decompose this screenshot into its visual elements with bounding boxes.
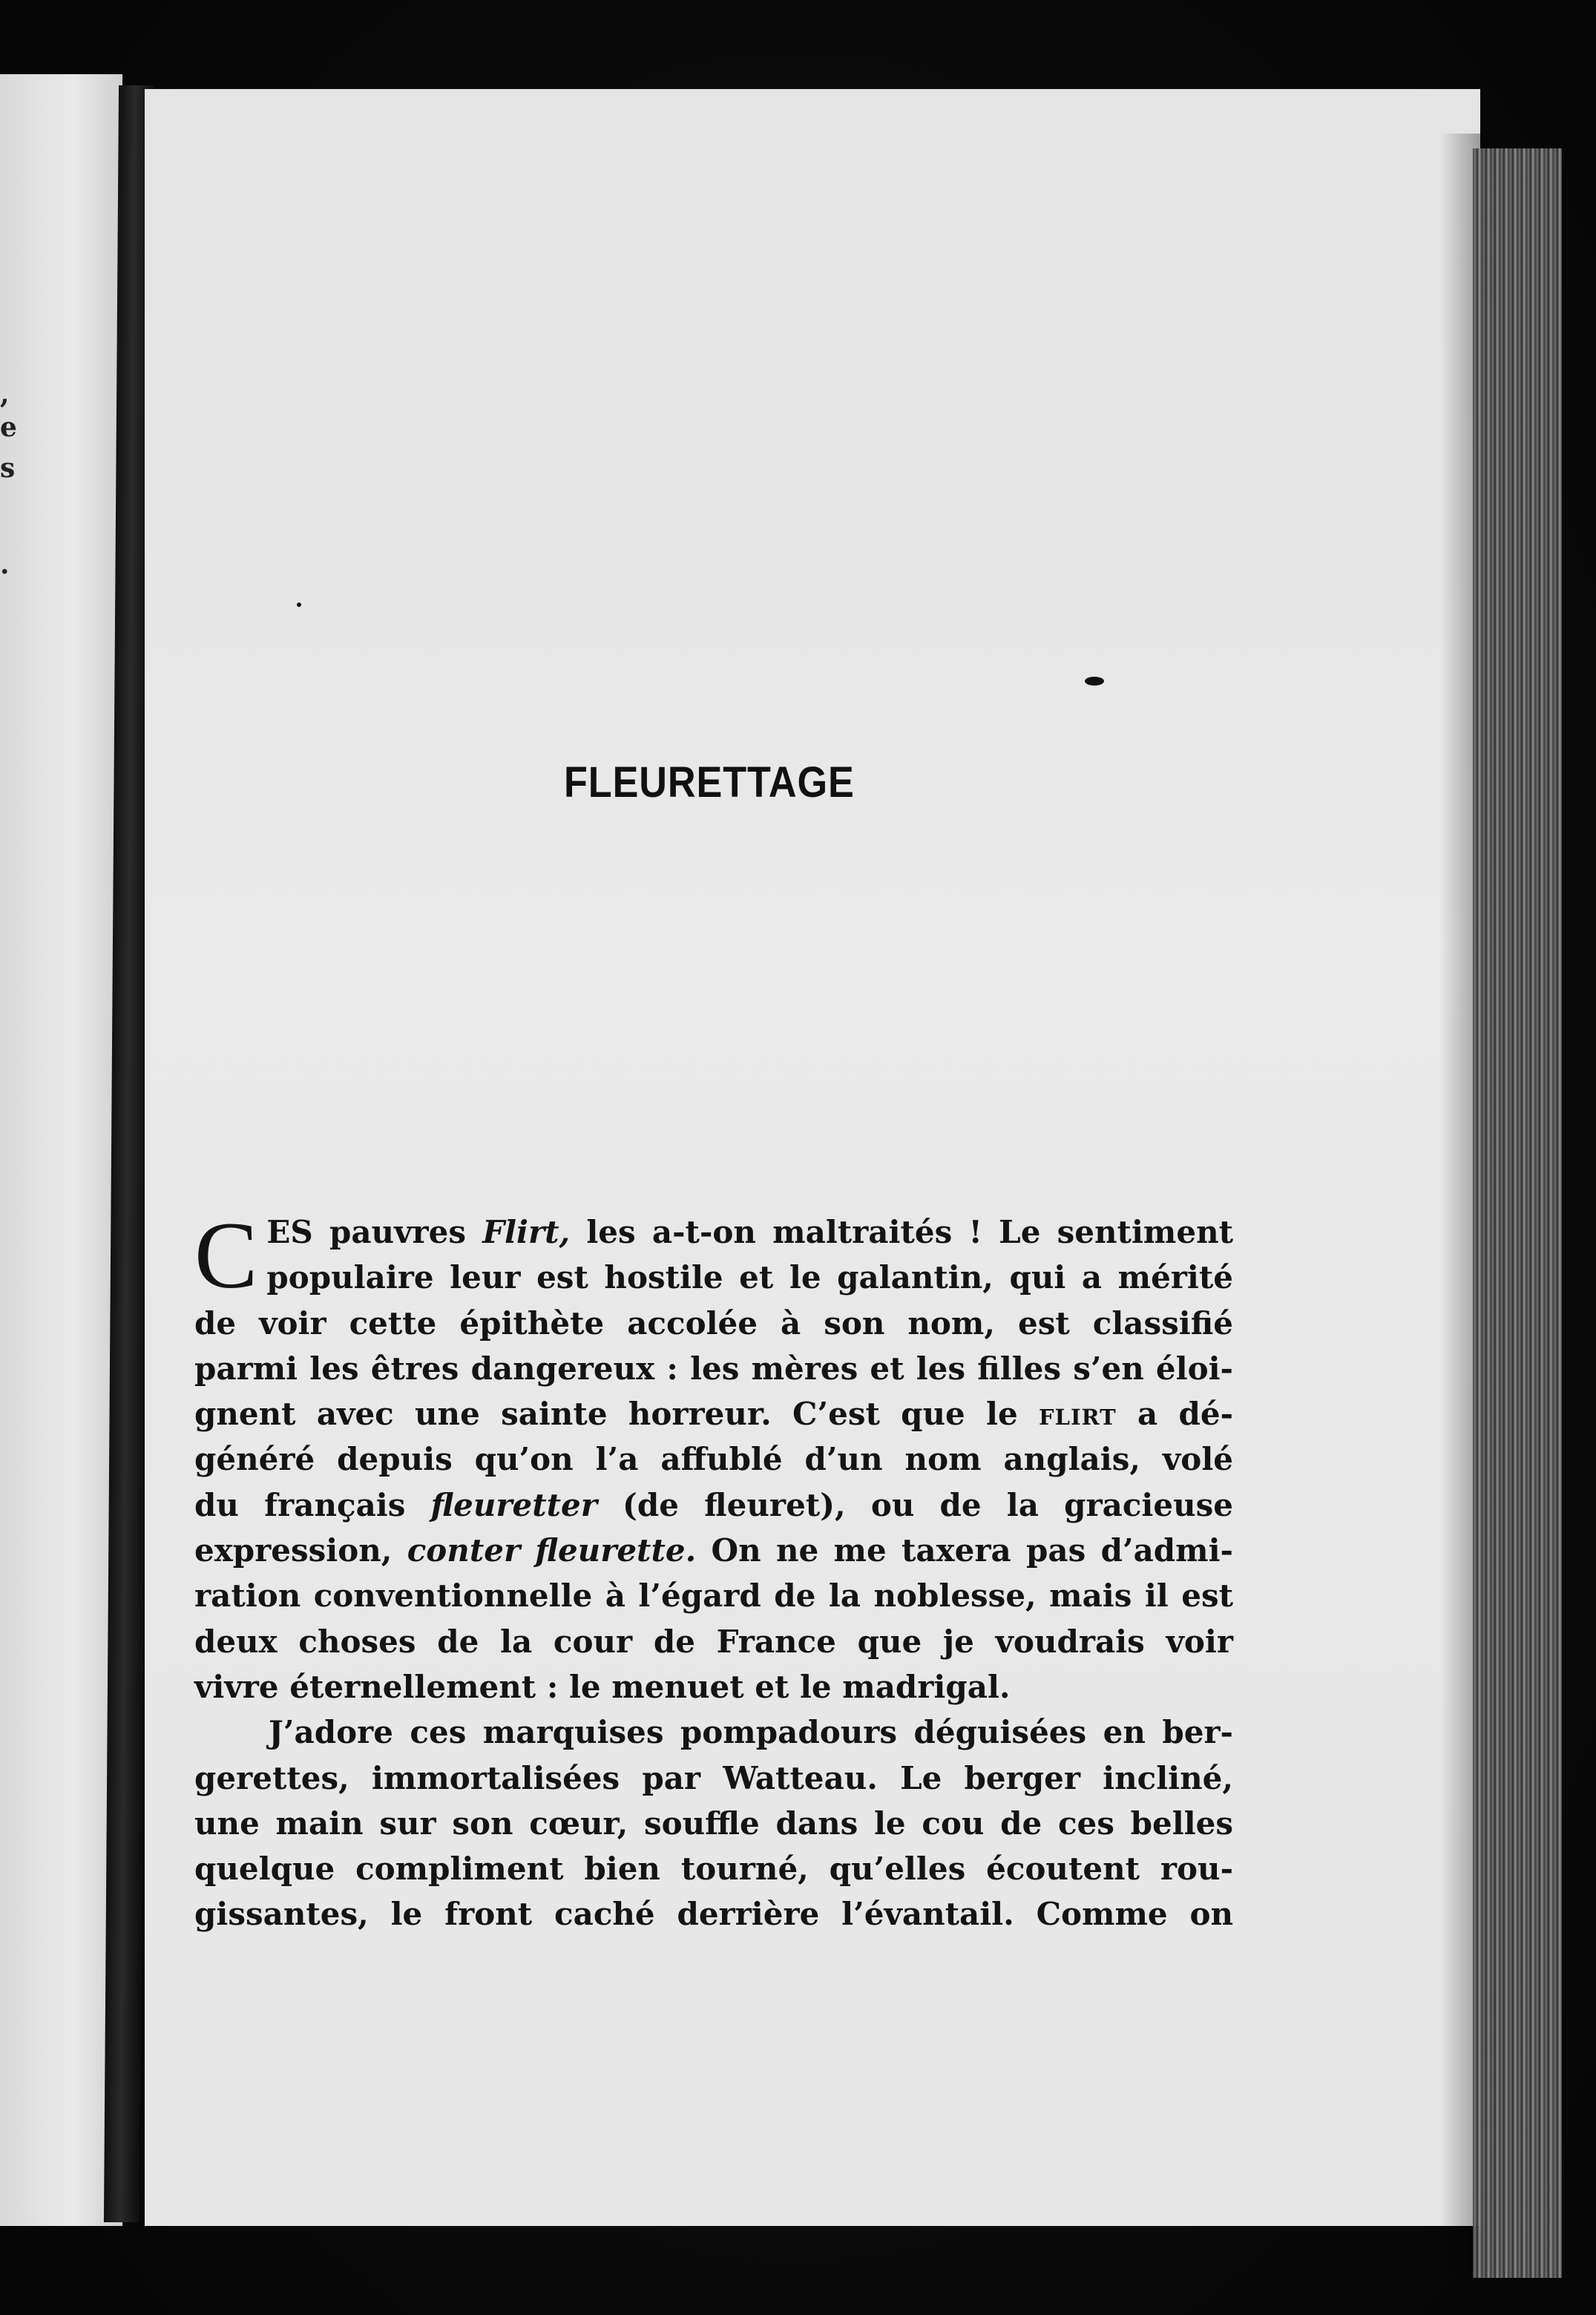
ink-speck (297, 602, 301, 607)
italic-term: fleuretter (430, 1486, 597, 1523)
text-line: gissantes, le front caché derrière l’évantail. Comme on (194, 1896, 1233, 1933)
text-line: vivre éternellement : le menuet et le madrigal. (194, 1668, 1011, 1705)
text-line: de voir cette épithète accolée à son nom, est classifié (194, 1304, 1233, 1342)
adjacent-page-fragment: . (0, 549, 10, 580)
text-line: généré depuis qu’on l’a affublé d’un nom anglais, volé (194, 1441, 1233, 1478)
text-line: quelque compliment bien tourné, qu’elles écoutent rou- (194, 1851, 1233, 1888)
text-line: ES pauvres Flirt, les a-t-on maltraités ! Le sentiment (266, 1214, 1234, 1250)
paragraph-1-lines (194, 1203, 1234, 1710)
chapter-title: FLEURETTAGE (564, 758, 855, 807)
adjacent-page-fragment: s (0, 453, 16, 484)
adjacent-page-fragment: , (0, 378, 10, 410)
text-line: du français fleuretter (de fleuret), ou de la gracieuse (194, 1486, 1233, 1523)
drop-cap: C (194, 1203, 258, 1308)
ink-speck (1085, 677, 1104, 686)
text-line: une main sur son cœur, souffle dans le cou de ces belles (194, 1805, 1233, 1842)
paragraph-1 (194, 1203, 1234, 1710)
smallcaps-term: flirt (1039, 1396, 1117, 1433)
book-fore-edge (1473, 148, 1562, 2278)
text-line: populaire leur est hostile et le galantin, qui a mérité (266, 1259, 1233, 1296)
text-line: parmi les êtres dangereux : les mères et les filles s’en éloi- (194, 1350, 1233, 1387)
text-line: expression, conter fleurette. On ne me taxera pas d’admi- (194, 1532, 1233, 1569)
body-text (194, 1203, 1234, 1937)
italic-term: Flirt, (482, 1214, 571, 1250)
text-line: J’adore ces marquises pompadours déguisées en ber- (269, 1714, 1233, 1751)
text-line: gerettes, immortalisées par Watteau. Le berger incliné, (194, 1759, 1233, 1796)
paragraph-2 (194, 1710, 1233, 1937)
text-line: gnent avec une sainte horreur. C’est que le flirt a dé- (194, 1396, 1233, 1433)
text-line: deux choses de la cour de France que je voudrais voir (194, 1623, 1233, 1660)
adjacent-page-edge (0, 74, 122, 2226)
adjacent-page-fragment: e (0, 412, 17, 443)
text-line: ration conventionnelle à l’égard de la noblesse, mais il est (194, 1577, 1233, 1615)
italic-term: conter fleurette. (407, 1532, 697, 1569)
